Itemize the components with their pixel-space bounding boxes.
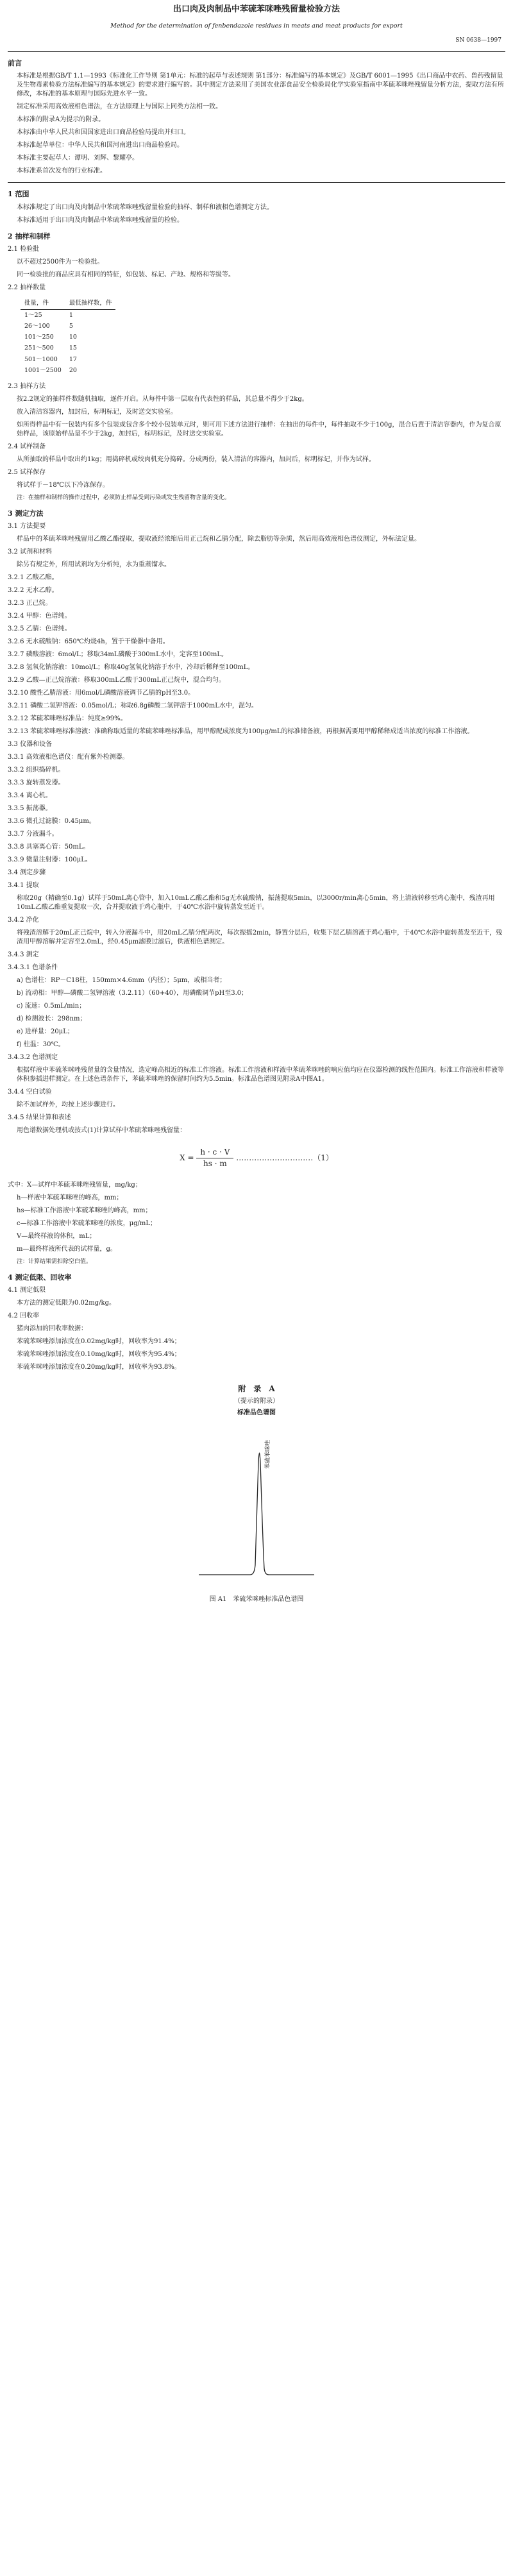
clause-heading: 2.3 抽样方法 — [8, 383, 46, 391]
annex-label: 附 录 A — [238, 1384, 275, 1393]
instrument-item: 3.3.8 具塞离心管：50mL。 — [8, 843, 90, 851]
foreword-paragraph: 本标准主要起草人：谭明、刘辉、黎耀亭。 — [17, 155, 139, 162]
instrument-item: 3.3.7 分液漏斗。 — [8, 831, 58, 838]
clause-heading: 3.4.3 测定 — [8, 951, 39, 959]
recovery-item: 苯硫苯咪唑添加浓度在0.20mg/kg时，回收率为93.8%。 — [17, 1363, 181, 1371]
formula-legend-item: h—样液中苯硫苯咪唑的峰高，mm； — [17, 1194, 123, 1201]
foreword-paragraph: 制定标准采用高效液相色谱法，在方法原理上与国际上同类方法相一致。 — [17, 103, 222, 111]
formula-lhs: X = — [180, 1153, 194, 1163]
clause-text: 按2.2规定的抽样件数随机抽取，逐件开启。从每件中第一层取有代表性的样品，其总量不得少于2kg。 — [17, 396, 308, 403]
instrument-item: 3.3.5 振荡器。 — [8, 805, 52, 813]
section-2-heading: 2 抽样和制样 — [8, 232, 51, 241]
reagent-item: 3.2.8 氢氧化钠溶液：10mol/L；称取40g氢氧化钠溶于水中，冷却后稀释至100mL。 — [8, 664, 255, 672]
table-cell: 1001～2500 — [24, 367, 62, 375]
foreword-paragraph: 本标准是根据GB/T 1.1—1993《标准化工作导则 第1单元：标准的起草与表述规则 第1部分：标准编写的基本规定》及GB/T 6001—1995《出口商品中农药、兽药残留量及生物毒素检验方法标准编写的基本规定》的要求进行编写的。其中测定方法采用了美国农业部食品安全检验局化学实验室指南中苯硫苯咪唑残留量分析方法，提取方法有所修改，本标准的基本原理与国际先进水平一致。 — [17, 72, 504, 98]
section-1-heading: 1 范围 — [8, 190, 29, 199]
clause-heading: 3.3 仪器和设备 — [8, 741, 53, 749]
chromatogram-trace — [199, 1453, 314, 1575]
table-row — [21, 365, 115, 376]
note-text: 注：在抽样和制样的操作过程中，必须防止样品受到污染或发生残留物含量的变化。 — [17, 495, 231, 502]
document-subtitle: Method for the determination of fenbendazole residues in meats and meat products for export — [110, 22, 403, 30]
reagent-item: 3.2.3 正己烷。 — [8, 600, 52, 607]
clause-heading: 3.4 测定步骤 — [8, 869, 46, 877]
clause-text: 以不超过2500件为一检验批。 — [17, 258, 104, 266]
instrument-item: 3.3.3 旋转蒸发器。 — [8, 779, 65, 787]
table-cell: 15 — [69, 344, 77, 352]
table-header-cell: 批量，件 — [21, 298, 65, 309]
table-cell: 1～25 — [24, 311, 42, 319]
clause-text: 用色谱数据处理机或按式(1)计算试样中苯硫苯咪唑残留量： — [17, 1127, 187, 1135]
condition-item: b) 流动相：甲醇—磷酸二氢钾溶液（3.2.11）（60+40），用磷酸调节pH至3.0； — [17, 990, 248, 997]
table-cell: 251～500 — [24, 344, 54, 352]
table-row — [21, 321, 115, 332]
instrument-item: 3.3.2 组织捣碎机。 — [8, 767, 65, 774]
clause-text: 除另有规定外，所用试剂均为分析纯，水为重蒸馏水。 — [17, 561, 171, 569]
section-1-paragraph: 本标准适用于出口肉及肉制品中苯硫苯咪唑残留量的检验。 — [17, 216, 183, 224]
section-4-heading: 4 测定低限、回收率 — [8, 1273, 72, 1282]
reagent-item: 3.2.12 苯硫苯咪唑标准品：纯度≥99%。 — [8, 715, 127, 723]
instrument-item: 3.3.6 微孔过滤膜：0.45μm。 — [8, 818, 96, 826]
clause-heading: 3.4.1 提取 — [8, 882, 39, 890]
clause-heading: 3.4.3.2 色谱测定 — [8, 1054, 58, 1062]
condition-item: c) 流速：0.5mL/min； — [17, 1003, 86, 1010]
reagent-item: 3.2.5 乙腈：色谱纯。 — [8, 625, 71, 633]
formula-legend-item: c—标准工作溶液中苯硫苯咪唑的浓度，μg/mL； — [17, 1219, 156, 1227]
instrument-item: 3.3.4 离心机。 — [8, 792, 52, 800]
reagent-item: 3.2.6 无水硫酸钠：650℃灼烧4h，置于干燥器中备用。 — [8, 638, 169, 646]
table-cell: 501～1000 — [24, 355, 58, 363]
clause-heading: 3.4.4 空白试验 — [8, 1089, 52, 1096]
table-cell: 5 — [69, 322, 73, 330]
figure-caption: 图 A1 苯硫苯咪唑标准品色谱图 — [209, 1595, 304, 1603]
chromatogram — [8, 1424, 505, 1588]
reagent-item: 3.2.13 苯硫苯咪唑标准溶液：准确称取适量的苯硫苯咪唑标准品，用甲醇配成浓度为100μg/mL的标准储备液，再根据需要用甲醇稀释成适当浓度的标准工作溶液。 — [8, 728, 474, 736]
divider — [8, 51, 505, 52]
condition-item: d) 检测波长：298nm； — [17, 1015, 87, 1023]
foreword-paragraph: 本标准的附录A为提示的附录。 — [17, 116, 105, 124]
clause-heading: 3.1 方法提要 — [8, 523, 46, 530]
foreword-paragraph: 本标准起草单位：中华人民共和国河南进出口商品检验局。 — [17, 142, 183, 149]
table-cell: 20 — [69, 367, 77, 375]
chromatogram-svg — [173, 1424, 340, 1584]
formula-denominator: hs · m — [203, 1159, 227, 1169]
formula-legend-intro: 式中：X—试样中苯硫苯咪唑残留量，mg/kg； — [8, 1181, 142, 1189]
table-cell: 10 — [69, 334, 77, 341]
formula-number: …………………………（1） — [236, 1153, 333, 1163]
table-row — [21, 354, 115, 365]
table-row — [21, 332, 115, 343]
clause-heading: 2.2 抽样数量 — [8, 284, 46, 292]
condition-item: f) 柱温：30℃。 — [17, 1041, 65, 1049]
clause-heading: 3.2 试剂和材料 — [8, 548, 53, 556]
standard-number: SN 0638—1997 — [455, 37, 501, 44]
clause-heading: 4.2 回收率 — [8, 1312, 40, 1319]
clause-text: 样品中的苯硫苯咪唑残留用乙酸乙酯提取，提取液经浓缩后用正己烷和乙腈分配，除去脂肪等杂质，然后用高效液相色谱仪测定，外标法定量。 — [17, 536, 421, 543]
clause-text: 同一检验批的商品应具有相同的特征，如包装、标记、产地、规格和等级等。 — [17, 271, 235, 279]
table-row — [21, 309, 115, 321]
formula-legend-item: hs—标准工作溶液中苯硫苯咪唑的峰高，mm； — [17, 1207, 152, 1214]
annex-header — [8, 1384, 505, 1418]
clause-text: 将残渣溶解于20mL正己烷中，转入分液漏斗中，用20mL乙腈分配两次，每次振摇2min，静置分层后，收集下层乙腈溶液于鸡心瓶中，于40℃水浴中旋转蒸发至近干，残渣用甲醇溶解并定容至2.0mL，经0.45μm滤膜过滤后，供液相色谱测定。 — [17, 929, 503, 946]
table-cell: 17 — [69, 355, 77, 363]
reagent-item: 3.2.4 甲醇：色谱纯。 — [8, 613, 71, 620]
foreword-paragraph: 本标准由中华人民共和国国家进出口商品检验局提出并归口。 — [17, 129, 190, 137]
annex-title: 标准品色谱图 — [237, 1409, 276, 1416]
peak-label: 苯硫苯咪唑 — [265, 1439, 271, 1469]
recovery-item: 苯硫苯咪唑添加浓度在0.10mg/kg时，回收率为95.4%； — [17, 1350, 181, 1358]
formula-legend-item: m—最终样液所代表的试样量，g。 — [17, 1245, 117, 1253]
clause-text: 称取20g（精确至0.1g）试样于50mL离心管中，加入10mL乙酸乙酯和5g无水硫酸钠，振荡提取5min，以3000r/min离心5min，将上清液转移至鸡心瓶中，残渣再用10mL乙酸乙酯重复提取一次，合并提取液于鸡心瓶中，于40℃水浴中旋转蒸发至近干。 — [17, 895, 495, 911]
document-page — [8, 0, 505, 2576]
section-3-heading: 3 测定方法 — [8, 509, 44, 518]
clause-text: 放入清洁容器内，加封后，标明标记，及时送交实验室。 — [17, 409, 177, 416]
condition-item: a) 色谱柱：RP－C18柱，150mm×4.6mm（内径）；5μm，或相当者； — [17, 977, 226, 985]
clause-text: 如所得样品中有一包装内有多个包装或包含多个较小包装单元时，则可用下述方法进行抽样：在抽出的每件中，每件抽取不少于100g，混合后置于清洁容器内，作为复合原始样品，该原始样品量不少于2kg，加封后，标明标记，及时送交实验室。 — [17, 421, 501, 438]
foreword-heading: 前言 — [8, 59, 22, 68]
note-text: 注：计算结果需扣除空白值。 — [17, 1258, 92, 1265]
recovery-item: 苯硫苯咪唑添加浓度在0.02mg/kg时，回收率为91.4%； — [17, 1337, 181, 1345]
clause-text: 将试样于－18℃以下冷冻保存。 — [17, 482, 109, 489]
divider — [8, 182, 505, 183]
clause-text: 本方法的测定低限为0.02mg/kg。 — [17, 1299, 115, 1307]
formula-fraction — [196, 1147, 233, 1169]
table-cell: 1 — [69, 311, 73, 319]
table-header-row — [21, 298, 115, 309]
reagent-item: 3.2.9 乙酸—正己烷溶液：移取300mL乙酸于300mL正己烷中，混合均匀。 — [8, 677, 226, 684]
clause-heading: 3.4.5 结果计算和表述 — [8, 1114, 71, 1122]
clause-text: 除不加试样外，均按上述步骤进行。 — [17, 1101, 119, 1109]
clause-heading: 2.5 试样保存 — [8, 469, 46, 477]
annex-subtitle: （提示的附录） — [234, 1397, 279, 1405]
reagent-item: 3.2.1 乙酸乙酯。 — [8, 574, 58, 582]
clause-heading: 3.4.2 净化 — [8, 917, 39, 924]
instrument-item: 3.3.9 微量注射器：100μL。 — [8, 856, 92, 864]
condition-item: e) 进样量：20μL； — [17, 1028, 74, 1036]
clause-heading: 2.1 检验批 — [8, 246, 40, 253]
table-row — [21, 343, 115, 353]
formula-legend-item: V—最终样液的体积，mL； — [17, 1232, 96, 1240]
clause-text: 猪肉添加的回收率数据： — [17, 1325, 87, 1332]
foreword-paragraph: 本标准系首次发布的行业标准。 — [17, 167, 106, 175]
document-title: 出口肉及肉制品中苯硫苯咪唑残留量检验方法 — [172, 4, 340, 14]
clause-heading: 2.4 试样制备 — [8, 443, 46, 451]
section-1-paragraph: 本标准规定了出口肉及肉制品中苯硫苯咪唑残留量检验的抽样、制样和液相色谱测定方法。 — [17, 203, 273, 211]
reagent-item: 3.2.2 无水乙醇。 — [8, 587, 58, 595]
clause-heading: 3.4.3.1 色谱条件 — [8, 964, 58, 972]
table-cell: 26～100 — [24, 322, 50, 330]
instrument-item: 3.3.1 高效液相色谱仪：配有紫外检测器。 — [8, 754, 129, 761]
formula — [8, 1147, 505, 1169]
table-cell: 101～250 — [24, 334, 54, 341]
reagent-item: 3.2.10 酸性乙腈溶液：用6mol/L磷酸溶液调节乙腈的pH至3.0。 — [8, 690, 195, 697]
clause-heading: 4.1 测定低限 — [8, 1286, 46, 1294]
formula-numerator: h · c · V — [196, 1147, 233, 1158]
reagent-item: 3.2.11 磷酸二氢钾溶液：0.05mol/L；称取6.8g磷酸二氢钾溶于1000mL水中，混匀。 — [8, 702, 258, 710]
clause-text: 从所抽取的样品中取出约1kg；用捣碎机或绞肉机充分捣碎。分成两份，装入清洁的容器内，加封后，标明标记，并作为试样。 — [17, 456, 375, 464]
clause-text: 根据样液中苯硫苯咪唑残留量的含量情况，选定峰高相近的标准工作溶液。标准工作溶液和样液中苯硫苯咪唑的响应值均应在仪器检测的线性范围内。标准工作溶液和样液等体积参插进样测定。在上述色谱条件下，苯硫苯咪唑的保留时间约为5.5min。标准品色谱图见附录A中图A1。 — [17, 1067, 504, 1083]
sampling-table — [21, 298, 115, 376]
table-header-cell: 最低抽样数，件 — [65, 298, 116, 309]
reagent-item: 3.2.7 磷酸溶液：6mol/L；移取34mL磷酸于300mL水中，定容至100mL。 — [8, 651, 228, 659]
